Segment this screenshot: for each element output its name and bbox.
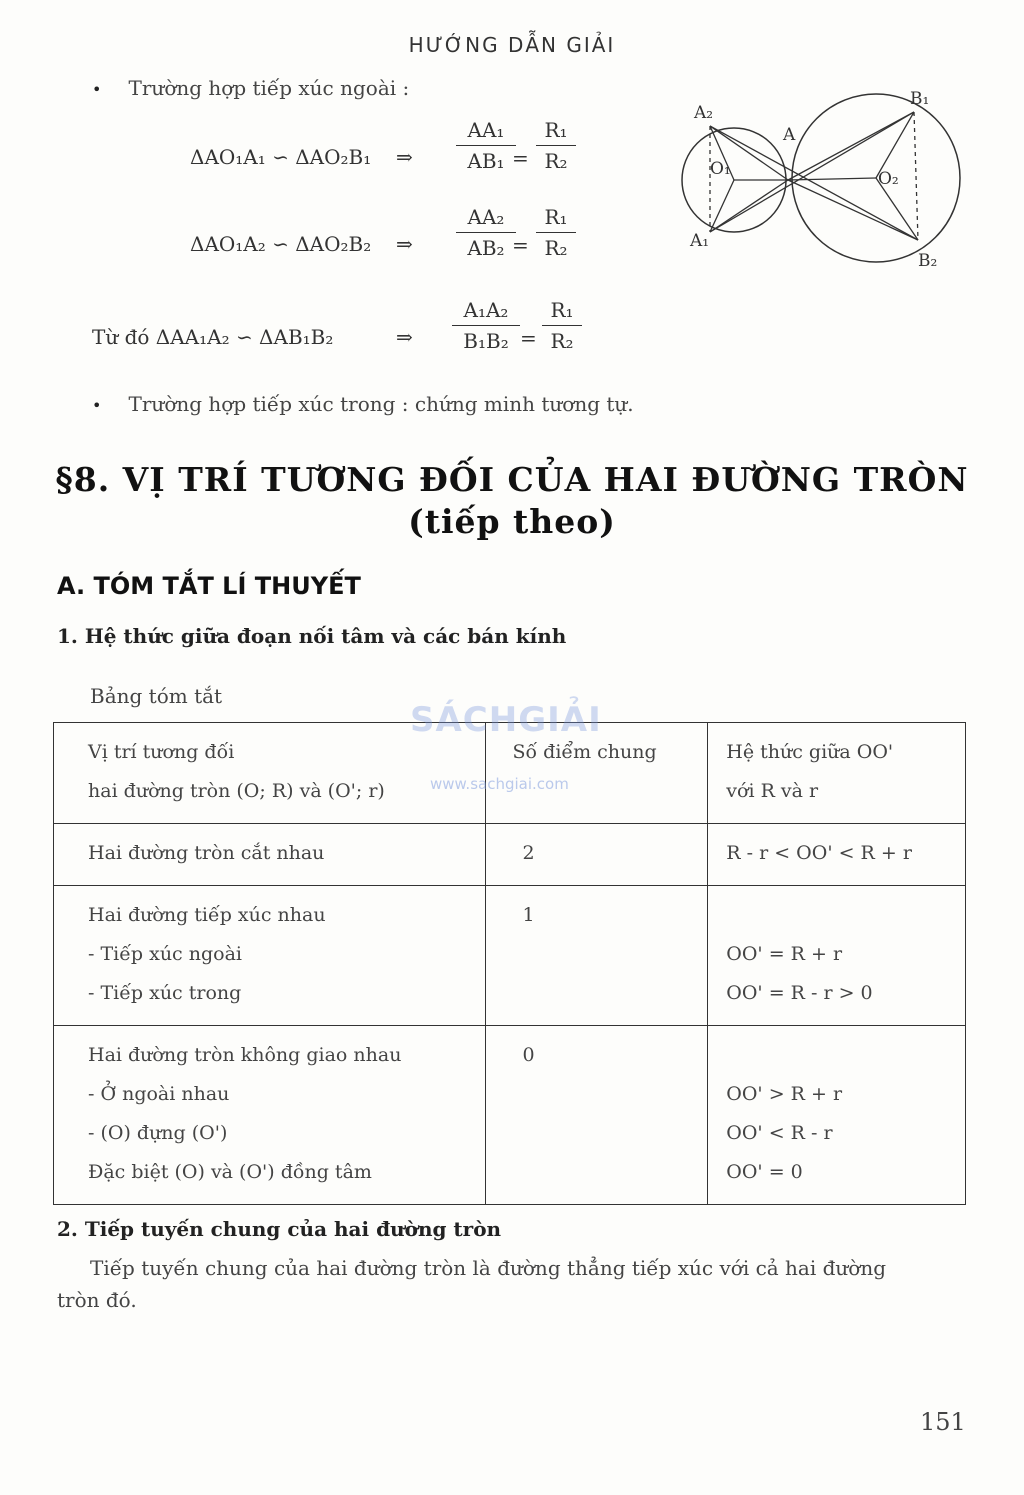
formula-1-left: ΔAO₁A₁ ∽ ΔAO₂B₁ (190, 145, 372, 169)
formula-3-frac-2: R₁ R₂ (542, 298, 582, 353)
formula-1-frac-1: AA₁ AB₁ (456, 118, 516, 173)
label-b1: B₁ (910, 89, 930, 109)
table-header-cell: Số điểm chung (486, 723, 708, 824)
label-o2: O₂ (878, 169, 899, 189)
watermark-url: www.sachgiai.com (430, 775, 569, 793)
case-inner-text: Trường hợp tiếp xúc trong : chứng minh tương tự. (128, 392, 634, 416)
formula-3-arrow: ⇒ (396, 325, 413, 349)
summary-table (53, 722, 966, 1205)
section-subtitle: (tiếp theo) (408, 502, 616, 541)
label-b2: B₂ (918, 251, 938, 271)
label-a1: A₁ (690, 231, 710, 251)
table-row (54, 824, 966, 886)
label-o1: O₁ (710, 159, 731, 179)
table-cell: 2 (486, 824, 708, 886)
formula-1-frac-2: R₁ R₂ (536, 118, 576, 173)
formula-1-eq: = (512, 146, 529, 170)
table-cell: Hai đường tiếp xúc nhau - Tiếp xúc ngoài - Tiếp xúc trong (54, 886, 486, 1026)
part-a-title: A. TÓM TẮT LÍ THUYẾT (57, 572, 361, 600)
formula-1-arrow: ⇒ (396, 145, 413, 169)
subsection-2-title: 2. Tiếp tuyến chung của hai đường tròn (57, 1217, 502, 1241)
table-cell: OO' = R + r OO' = R - r > 0 (708, 886, 966, 1026)
bullet-dot-icon: • (92, 80, 102, 99)
tangent-circles-figure (670, 80, 970, 280)
formula-3-left: Từ đó ΔAA₁A₂ ∽ ΔAB₁B₂ (92, 325, 334, 349)
formula-2-left: ΔAO₁A₂ ∽ ΔAO₂B₂ (190, 232, 372, 256)
formula-2-eq: = (512, 233, 529, 257)
table-cell: 1 (486, 886, 708, 1026)
subsection-2-body-line-2: tròn đó. (57, 1288, 137, 1312)
formula-2-frac-2: R₁ R₂ (536, 205, 576, 260)
watermark-logo: SÁCHGIẢI (410, 700, 602, 740)
subsection-1-title: 1. Hệ thức giữa đoạn nối tâm và các bán kính (57, 624, 567, 648)
bullet-outer (92, 76, 409, 100)
running-header: HƯỚNG DẪN GIẢI (408, 33, 616, 57)
table-header-cell: Hệ thức giữa OO' với R và r (708, 723, 966, 824)
page-number: 151 (920, 1408, 966, 1436)
case-outer-text: Trường hợp tiếp xúc ngoài : (128, 76, 410, 100)
formula-2-arrow: ⇒ (396, 232, 413, 256)
table-header-cell: Vị trí tương đối hai đường tròn (O; R) và (O'; r) (54, 723, 486, 824)
line-b1-b2-dashed (914, 112, 918, 240)
label-a2: A₂ (694, 103, 714, 123)
bullet-inner (92, 392, 634, 416)
table-row (54, 1026, 966, 1205)
line-a-b2 (788, 180, 918, 240)
formula-3-eq: = (520, 326, 537, 350)
section-title: §8. VỊ TRÍ TƯƠNG ĐỐI CỦA HAI ĐƯỜNG TRÒN (55, 460, 969, 499)
subsection-2-body-line-1: Tiếp tuyến chung của hai đường tròn là đường thẳng tiếp xúc với cả hai đường (90, 1256, 887, 1280)
table-cell: OO' > R + r OO' < R - r OO' = 0 (708, 1026, 966, 1205)
formula-3-frac-1: A₁A₂ B₁B₂ (452, 298, 520, 353)
bullet-dot-icon: • (92, 396, 102, 415)
table-cell: 0 (486, 1026, 708, 1205)
table-cell: R - r < OO' < R + r (708, 824, 966, 886)
table-caption: Bảng tóm tắt (90, 684, 223, 708)
formula-2-frac-1: AA₂ AB₂ (456, 205, 516, 260)
label-a: A (783, 125, 796, 145)
table-row (54, 886, 966, 1026)
table-cell: Hai đường tròn không giao nhau - Ở ngoài nhau - (O) đựng (O') Đặc biệt (O) và (O') đồng tâm (54, 1026, 486, 1205)
table-cell: Hai đường tròn cắt nhau (54, 824, 486, 886)
